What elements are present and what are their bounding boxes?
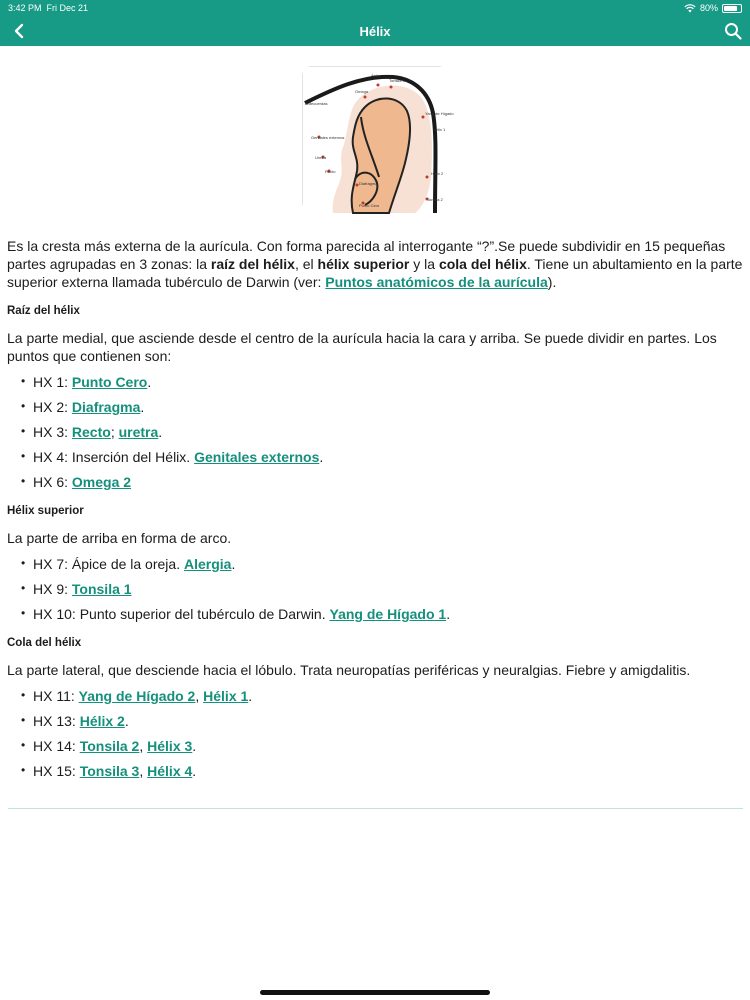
label-rectum: Recto bbox=[325, 169, 336, 174]
battery-icon bbox=[722, 4, 742, 13]
point-label: HX 1: bbox=[33, 374, 72, 390]
intro-text: , el bbox=[294, 256, 318, 272]
points-list bbox=[7, 373, 743, 491]
wifi-icon bbox=[684, 4, 696, 13]
point-link[interactable]: Tonsila 2 bbox=[79, 738, 140, 754]
label-omega: Omega bbox=[355, 89, 369, 94]
label-apex: Ápice bbox=[371, 73, 382, 78]
point-label: HX 6: bbox=[33, 474, 72, 490]
punctuation: . bbox=[140, 399, 145, 415]
label-diaphragm: Diafragma bbox=[359, 181, 378, 186]
point-label: HX 4: Inserción del Hélix. bbox=[33, 449, 195, 465]
point-link[interactable]: uretra bbox=[118, 424, 159, 440]
list-item bbox=[21, 737, 743, 755]
punctuation: . bbox=[446, 606, 451, 622]
point-link[interactable]: Hélix 2 bbox=[79, 713, 125, 729]
point-link[interactable]: Omega 2 bbox=[71, 474, 132, 490]
point-link[interactable]: Tonsila 1 bbox=[71, 581, 132, 597]
point-link[interactable]: Diafragma bbox=[71, 399, 141, 415]
list-item bbox=[21, 373, 743, 391]
anatomic-points-link[interactable]: Puntos anatómicos de la aurícula bbox=[325, 274, 548, 290]
separator: , bbox=[139, 738, 148, 754]
label-tonsil2: Tonsila 2 bbox=[427, 197, 443, 202]
list-item bbox=[21, 712, 743, 730]
point-label: HX 10: Punto superior del tubérculo de Darwin. bbox=[33, 606, 330, 622]
list-item bbox=[21, 398, 743, 416]
intro-bold: raíz del hélix bbox=[210, 256, 295, 272]
point-label: HX 14: bbox=[33, 738, 80, 754]
status-indicators bbox=[684, 3, 742, 13]
punctuation: . bbox=[124, 713, 129, 729]
separator: , bbox=[195, 688, 204, 704]
point-link[interactable]: Tonsila 3 bbox=[79, 763, 140, 779]
points-list bbox=[7, 555, 743, 623]
point-link[interactable]: Alergia bbox=[183, 556, 232, 572]
intro-bold: cola del hélix bbox=[438, 256, 527, 272]
separator: ; bbox=[110, 424, 119, 440]
intro-text: . Tiene un abultamiento en la parte superior externa llamada tubérculo de Darwin (ver: bbox=[7, 256, 743, 290]
list-item bbox=[21, 605, 743, 623]
status-time bbox=[8, 3, 88, 13]
point-link[interactable]: Punto Cero bbox=[71, 374, 148, 390]
punctuation: . bbox=[192, 763, 197, 779]
section-title: Raíz del hélix bbox=[7, 305, 80, 317]
point-label: HX 7: Ápice de la oreja. bbox=[33, 556, 184, 572]
search-button[interactable] bbox=[722, 20, 744, 42]
list-item bbox=[21, 580, 743, 598]
page-title: Hélix bbox=[359, 24, 391, 39]
list-item bbox=[21, 762, 743, 780]
point-label: HX 3: bbox=[33, 424, 72, 440]
label-helix2: Hélix 2 bbox=[431, 171, 444, 176]
status-bar bbox=[0, 0, 750, 16]
intro-text: ). bbox=[547, 274, 557, 290]
intro-paragraph bbox=[7, 237, 743, 291]
punctuation: . bbox=[147, 374, 152, 390]
label-tonsil1: Tonsila 1 bbox=[389, 78, 405, 83]
section-title: Hélix superior bbox=[7, 505, 84, 517]
label-zero: Punto Cero bbox=[359, 203, 380, 208]
intro-bold: hélix superior bbox=[317, 256, 410, 272]
intro-text: Es la cresta más externa de la aurícula. Con forma parecida al interrogante “?”.Se puede subdividir en 15 pequeñas partes agrupadas en 3 zonas: la bbox=[7, 238, 726, 272]
point-link[interactable]: Hélix 1 bbox=[203, 688, 249, 704]
section-description: La parte medial, que asciende desde el centro de la aurícula hacia la cara y arriba. Se puede dividir en partes. Los puntos que contienen son: bbox=[7, 330, 717, 364]
section-description: La parte lateral, que desciende hacia el lóbulo. Trata neuropatías periféricas y neuralgias. Fiebre y amigdalitis. bbox=[7, 662, 691, 678]
point-link[interactable]: Recto bbox=[71, 424, 111, 440]
intro-text: y la bbox=[409, 256, 439, 272]
battery-percent: 80% bbox=[699, 3, 718, 13]
list-item bbox=[21, 687, 743, 705]
point-label: HX 11: bbox=[33, 688, 79, 704]
punctuation: . bbox=[319, 449, 324, 465]
label-genital: Genitales externos bbox=[311, 135, 345, 140]
punctuation: . bbox=[192, 738, 197, 754]
search-icon bbox=[724, 22, 742, 40]
label-helix1: Hélix 1 bbox=[433, 127, 446, 132]
punctuation: . bbox=[231, 556, 236, 572]
article-content bbox=[7, 237, 743, 787]
label-urethra: Uretra bbox=[315, 155, 327, 160]
section-title: Cola del hélix bbox=[7, 637, 82, 649]
punctuation: . bbox=[248, 688, 253, 704]
navigation-bar bbox=[0, 0, 750, 46]
point-label: HX 13: bbox=[33, 713, 80, 729]
label-yang: Yang de Hígado bbox=[425, 111, 454, 116]
status-date: Fri Dec 21 bbox=[46, 3, 89, 13]
sections-container bbox=[7, 303, 743, 780]
home-indicator[interactable] bbox=[260, 990, 490, 995]
divider bbox=[8, 808, 743, 809]
ear-diagram bbox=[302, 66, 454, 212]
point-label: HX 2: bbox=[33, 399, 72, 415]
label-antihelix: Antecuerdas bbox=[305, 101, 328, 106]
punctuation: . bbox=[158, 424, 163, 440]
points-list bbox=[7, 687, 743, 780]
point-link[interactable]: Yang de Hígado 2 bbox=[78, 688, 196, 704]
point-link[interactable]: Hélix 4 bbox=[147, 763, 193, 779]
list-item bbox=[21, 423, 743, 441]
list-item bbox=[21, 448, 743, 466]
ear-helix-illustration bbox=[303, 67, 454, 213]
point-link[interactable]: Hélix 3 bbox=[147, 738, 193, 754]
section-description: La parte de arriba en forma de arco. bbox=[7, 530, 232, 546]
status-time-text: 3:42 PM bbox=[8, 3, 42, 13]
point-link[interactable]: Genitales externos bbox=[194, 449, 320, 465]
point-link[interactable]: Yang de Hígado 1 bbox=[329, 606, 447, 622]
separator: , bbox=[139, 763, 148, 779]
point-label: HX 15: bbox=[33, 763, 80, 779]
list-item bbox=[21, 555, 743, 573]
list-item bbox=[21, 473, 743, 491]
point-label: HX 9: bbox=[33, 581, 72, 597]
